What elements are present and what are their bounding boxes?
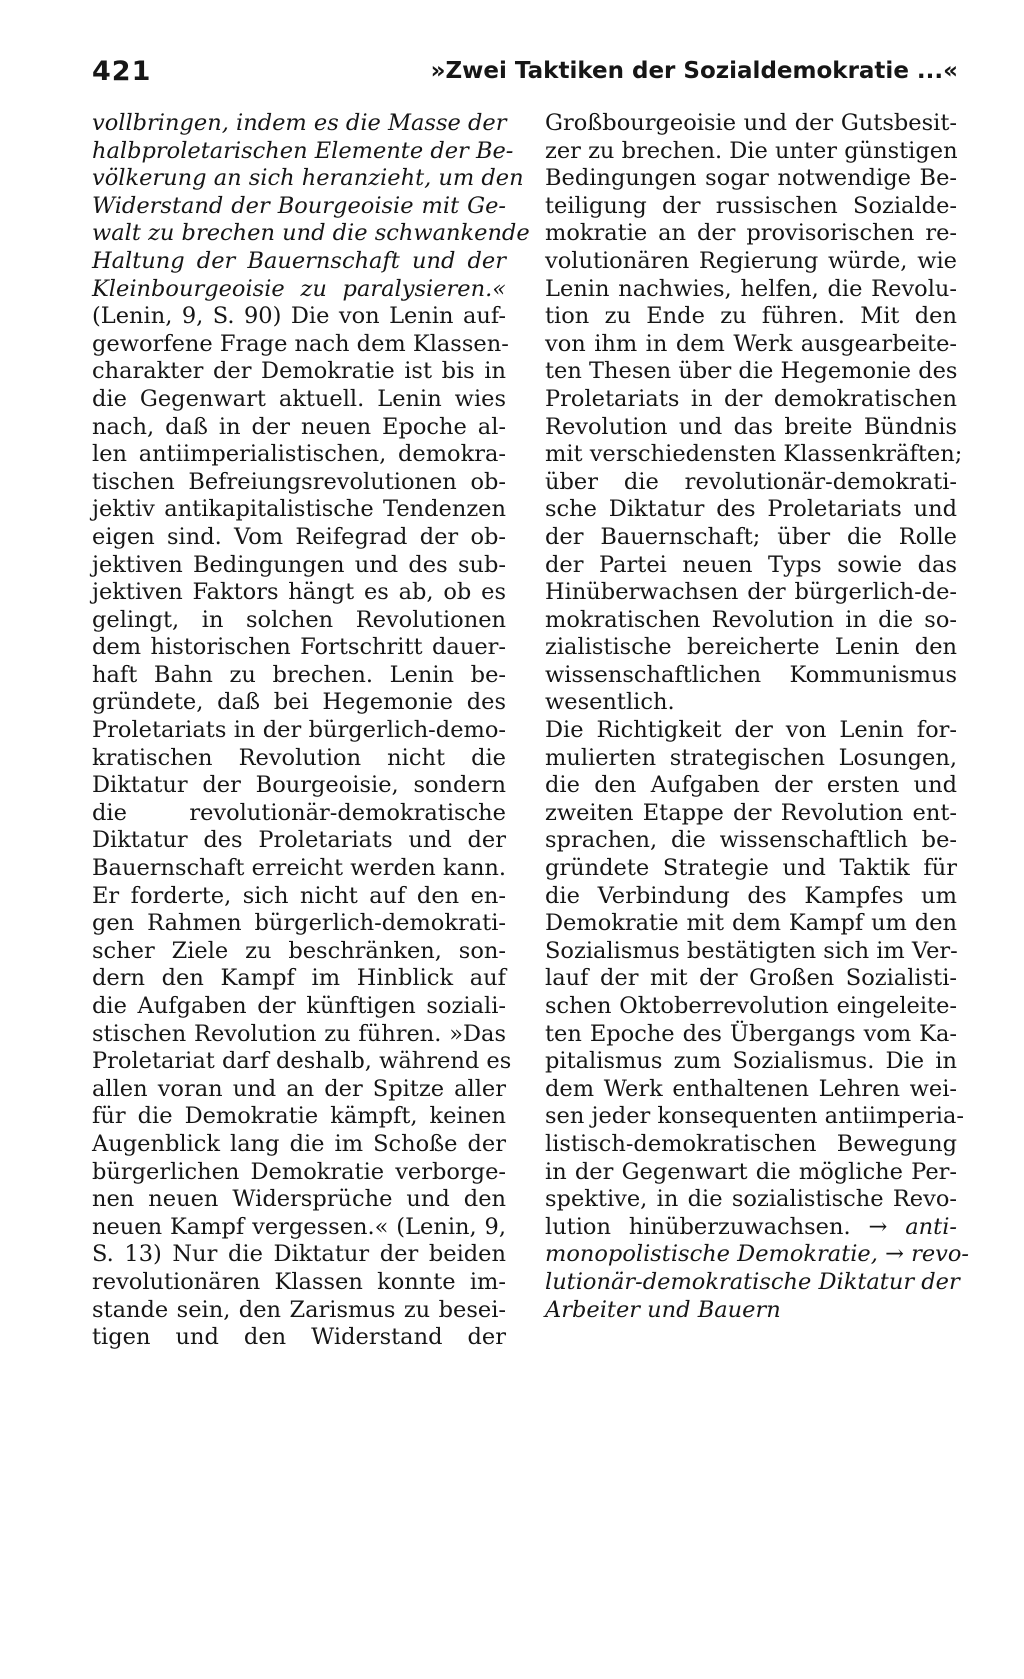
text-line: Lenin nachwies, helfen, die Revolu- (545, 275, 957, 302)
text-line: tischen Befreiungsrevolutionen ob- (92, 468, 506, 495)
text-line: zweiten Etappe der Revolution ent- (545, 799, 957, 826)
text-line: Augenblick lang die im Schoße der (92, 1130, 506, 1157)
text-line: zialistische bereicherte Lenin den (545, 634, 957, 661)
text-line: mulierten strategischen Losungen, (545, 744, 957, 771)
text-line: Revolution und das breite Bündnis (545, 413, 957, 440)
text-line: tigen und den Widerstand der (92, 1324, 506, 1351)
text-line: teiligung der russischen Sozialde- (545, 192, 957, 219)
text-line: Haltung der Bauernschaft und der (92, 247, 506, 274)
text-line: Proletariat darf deshalb, während es (92, 1048, 512, 1075)
text-line: halbproletarischen Elemente der Be- (92, 137, 514, 164)
text-line: über die revolutionär-demokrati- (545, 468, 957, 495)
text-line: lution hinüberzuwachsen. → anti- (545, 1213, 957, 1240)
text-line: Er forderte, sich nicht auf den en- (92, 882, 506, 909)
text-line: monopolistische Demokratie, → revo- (545, 1241, 970, 1268)
text-line: Bedingungen sogar notwendige Be- (545, 165, 957, 192)
text-line: ten Thesen über die Hegemonie des (545, 358, 958, 385)
right-column (545, 110, 970, 1324)
text-line: mit verschiedensten Klassenkräften; (545, 441, 963, 468)
text-line: jektiv antikapitalistische Tendenzen (92, 496, 506, 523)
page-number: 421 (92, 56, 152, 87)
text-line: lutionär-demokratische Diktatur der (545, 1268, 960, 1295)
text-line: wesentlich. (545, 689, 675, 716)
text-line: allen voran und an der Spitze aller (92, 1075, 506, 1102)
text-line: die Aufgaben der künftigen soziali- (92, 993, 506, 1019)
text-line: Sozialismus bestätigten sich im Ver- (545, 937, 958, 964)
text-line: sen jeder konsequenten antiimperia- (545, 1103, 965, 1130)
text-line: Großbourgeoisie und der Gutsbesit- (545, 110, 957, 136)
text-line: Proletariats in der bürgerlich-demo- (92, 717, 506, 744)
text-line: scher Ziele zu beschränken, son- (92, 937, 506, 964)
text-line: Proletariats in der demokratischen (545, 385, 957, 412)
text-line: geworfene Frage nach dem Klassen- (92, 330, 509, 357)
text-line: gründete, daß bei Hegemonie des (92, 689, 506, 716)
text-line: dern den Kampf im Hinblick auf (92, 965, 506, 992)
text-line: walt zu brechen und die schwankende (92, 220, 530, 247)
text-line: Kleinbourgeoisie zu paralysieren.« (92, 275, 506, 302)
text-line: S. 13) Nur die Diktatur der beiden (92, 1241, 506, 1268)
page-header (92, 56, 958, 100)
text-line: die Gegenwart aktuell. Lenin wies (92, 385, 506, 412)
text-line: schen Oktoberrevolution eingeleite- (545, 993, 957, 1019)
text-line: die Verbindung des Kampfes um (545, 882, 957, 909)
text-line: kratischen Revolution nicht die (92, 744, 506, 771)
text-line: spektive, in die sozialistische Revo- (545, 1186, 957, 1213)
text-line: Demokratie mit dem Kampf um den (545, 910, 957, 937)
text-line: Hinüberwachsen der bürgerlich-de- (545, 579, 957, 606)
text-line: haft Bahn zu brechen. Lenin be- (92, 661, 506, 688)
text-line: völkerung an sich heranzieht, um den (92, 165, 524, 192)
text-line: Bauernschaft erreicht werden kann. (92, 855, 507, 882)
text-line: für die Demokratie kämpft, keinen (92, 1103, 506, 1130)
text-line: ten Epoche des Übergangs vom Ka- (545, 1020, 957, 1047)
text-line: sche Diktatur des Proletariats und (545, 496, 957, 523)
text-line: pitalismus zum Sozialismus. Die in (545, 1048, 957, 1075)
text-line: charakter der Demokratie ist bis in (92, 358, 506, 385)
text-line: die revolutionär-demokratische (92, 799, 506, 826)
text-line: nach, daß in der neuen Epoche al- (92, 413, 506, 440)
text-line: revolutionären Klassen konnte im- (92, 1268, 506, 1295)
text-line: wissenschaftlichen Kommunismus (545, 661, 957, 688)
text-line: die den Aufgaben der ersten und (545, 772, 957, 799)
text-line: Diktatur der Bourgeoisie, sondern (92, 772, 506, 799)
text-line: mokratischen Revolution in die so- (545, 606, 957, 633)
text-line: jektiven Faktors hängt es ab, ob es (92, 579, 506, 606)
text-line: Widerstand der Bourgeoisie mit Ge- (92, 192, 506, 219)
text-line: stande sein, den Zarismus zu besei- (92, 1296, 506, 1323)
text-line: bürgerlichen Demokratie verborge- (92, 1158, 506, 1185)
left-column (92, 110, 530, 1352)
text-line: eigen sind. Vom Reifegrad der ob- (92, 523, 506, 550)
text-line: zer zu brechen. Die unter günstigen (545, 137, 958, 164)
text-line: (Lenin, 9, S. 90) Die von Lenin auf- (92, 303, 506, 330)
text-line: in der Gegenwart die mögliche Per- (545, 1158, 957, 1185)
text-line: stischen Revolution zu führen. »Das (92, 1020, 506, 1047)
text-line: volutionären Regierung würde, wie (545, 247, 957, 274)
text-line: der Bauernschaft; über die Rolle (545, 523, 957, 550)
text-line: dem Werk enthaltenen Lehren wei- (545, 1075, 957, 1102)
text-line: listisch-demokratischen Bewegung (545, 1130, 957, 1157)
text-line: gründete Strategie und Taktik für (545, 855, 957, 882)
text-line: der Partei neuen Typs sowie das (545, 551, 957, 578)
text-line: jektiven Bedingungen und des sub- (92, 551, 506, 578)
text-line: vollbringen, indem es die Masse der (92, 110, 507, 136)
text-line: len antiimperialistischen, demokra- (92, 441, 506, 468)
text-line: Diktatur des Proletariats und der (92, 827, 506, 854)
text-line: gelingt, in solchen Revolutionen (92, 606, 506, 633)
text-line: mokratie an der provisorischen re- (545, 220, 957, 247)
text-line: von ihm in dem Werk ausgearbeite- (545, 330, 957, 357)
text-line: neuen Kampf vergessen.« (Lenin, 9, (92, 1213, 506, 1240)
text-line: tion zu Ende zu führen. Mit den (545, 303, 957, 330)
text-line: nen neuen Widersprüche und den (92, 1186, 506, 1213)
text-line: sprachen, die wissenschaftlich be- (545, 827, 957, 854)
text-line: dem historischen Fortschritt dauer- (92, 634, 506, 661)
running-title: »Zwei Taktiken der Sozialdemokratie ...« (430, 58, 958, 84)
text-line: lauf der mit der Großen Sozialisti- (545, 965, 957, 992)
text-line: gen Rahmen bürgerlich-demokrati- (92, 910, 506, 937)
text-line: Die Richtigkeit der von Lenin for- (545, 717, 957, 744)
text-line: Arbeiter und Bauern (545, 1296, 781, 1323)
